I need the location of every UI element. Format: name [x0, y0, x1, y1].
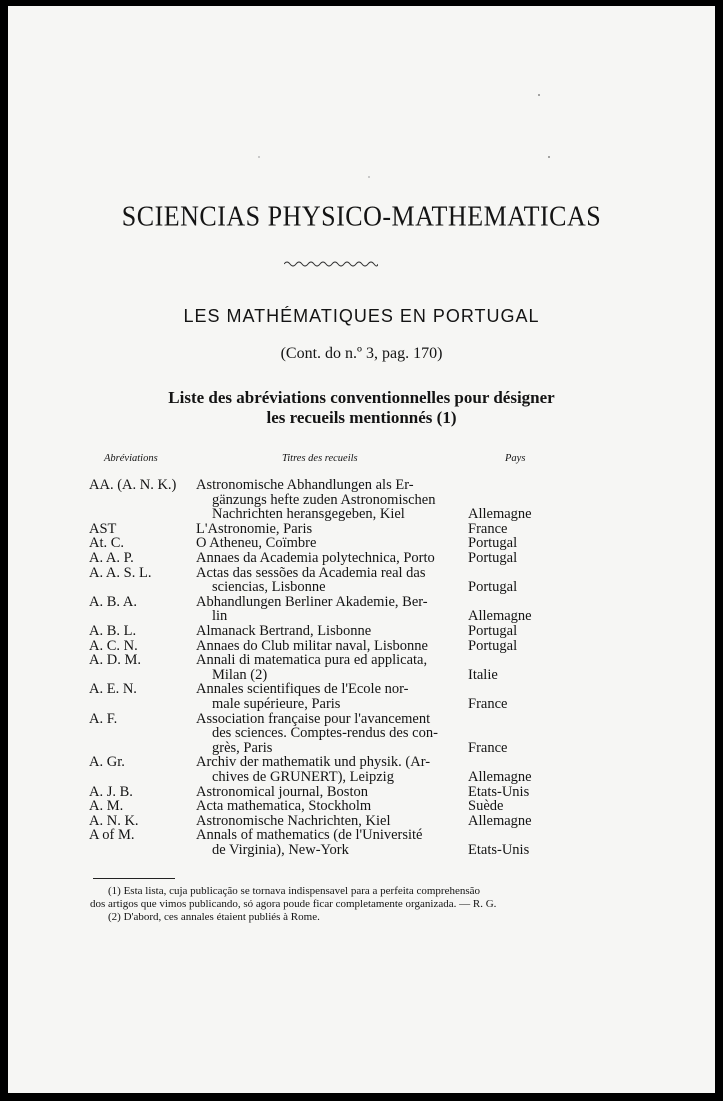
row-country: France — [468, 695, 508, 712]
row-title-line: des sciences. Comptes-rendus des con- — [212, 725, 438, 742]
row-country: Allemagne — [468, 768, 532, 785]
row-country: Allemagne — [468, 812, 532, 829]
wavy-rule-ornament-icon — [284, 260, 378, 268]
row-title-line: Astronomical journal, Boston — [196, 783, 368, 800]
row-abbreviation: AST — [89, 520, 117, 537]
row-country: Allemagne — [468, 608, 532, 625]
row-abbreviation: A. J. B. — [89, 783, 133, 800]
row-country: Portugal — [468, 579, 518, 596]
paper-speck — [368, 176, 370, 178]
row-title — [196, 828, 464, 857]
footnotes — [90, 885, 590, 924]
row-abbreviation: A of M. — [89, 827, 135, 844]
row-title — [196, 785, 464, 800]
continuation-note: (Cont. do n.º 3, pag. 170) — [280, 345, 443, 362]
row-title — [196, 522, 464, 537]
row-title-line: Association française pour l'avancement — [196, 710, 431, 727]
row-title-line: Astronomische Nachrichten, Kiel — [196, 812, 391, 829]
list-title-line: les recueils mentionnés (1) — [266, 408, 457, 427]
row-country: France — [468, 520, 508, 537]
row-title — [196, 799, 464, 814]
row-title-line: Annaes da Academia polytechnica, Porto — [196, 550, 435, 566]
row-title-line: male supérieure, Paris — [212, 695, 341, 712]
footnote: dos artigos que vimos publicando, só agora poude ficar completamente organizada. — R. G. — [90, 898, 497, 910]
row-title — [196, 639, 464, 654]
row-title-line: Abhandlungen Berliner Akademie, Ber- — [196, 593, 428, 610]
row-title — [196, 624, 464, 639]
row-title-line: de Virginia), New-York — [212, 841, 349, 858]
column-header-abbreviations: Abréviations — [104, 453, 158, 464]
column-header-country: Pays — [505, 453, 526, 464]
footnote-rule — [93, 878, 175, 879]
row-abbreviation: A. B. A. — [89, 593, 137, 610]
row-country: Portugal — [468, 623, 518, 639]
row-country: Portugal — [468, 550, 518, 566]
column-header-titles: Titres des recueils — [282, 453, 358, 464]
row-title-line: gänzungs hefte zuden Astronomischen — [212, 491, 436, 508]
row-title-line: lin — [212, 608, 228, 625]
row-title-line: Annales scientifiques de l'Ecole nor- — [196, 681, 409, 698]
row-abbreviation: A. F. — [89, 710, 118, 727]
row-title-line: Archiv der mathematik und physik. (Ar- — [196, 754, 431, 771]
row-country: Allemagne — [468, 506, 532, 523]
list-title-line: Liste des abréviations conventionnelles pour désigner — [168, 388, 555, 407]
row-country: Portugal — [468, 535, 518, 552]
row-title-line: Actas das sessões da Academia real das — [196, 564, 426, 581]
row-abbreviation: A. M. — [89, 798, 124, 815]
row-country: Etats-Unis — [468, 783, 530, 800]
row-title-line: Annals of mathematics (de l'Université — [196, 827, 423, 844]
row-title — [196, 536, 464, 551]
row-abbreviation: A. Gr. — [89, 754, 125, 771]
row-title-line: Astronomische Abhandlungen als Er- — [196, 477, 414, 493]
footnote: (2) D'abord, ces annales étaient publiés à Rome. — [108, 911, 320, 923]
row-title — [196, 595, 464, 624]
row-title — [196, 814, 464, 829]
row-title-line: L'Astronomie, Paris — [196, 520, 313, 537]
row-abbreviation: A. E. N. — [89, 681, 137, 698]
document-page — [8, 6, 715, 1093]
row-abbreviation: A. N. K. — [89, 812, 139, 829]
row-abbreviation: A. B. L. — [89, 623, 137, 639]
row-title — [196, 682, 464, 711]
paper-speck — [548, 156, 550, 158]
row-country: Portugal — [468, 637, 518, 654]
row-title — [196, 551, 464, 566]
row-title-line: Milan (2) — [212, 666, 268, 683]
row-country: Suède — [468, 798, 504, 815]
journal-section-title: SCIENCIAS PHYSICO-MATHEMATICAS — [121, 200, 602, 233]
row-country: France — [468, 739, 508, 756]
row-country: Etats-Unis — [468, 841, 530, 858]
row-title — [196, 566, 464, 595]
row-title-line: O Atheneu, Coïmbre — [196, 535, 317, 552]
list-title — [8, 388, 715, 428]
row-title-line: chives de GRUNERT), Leipzig — [212, 768, 394, 785]
paper-speck — [538, 94, 540, 96]
row-title-line: Annaes do Club militar naval, Lisbonne — [196, 637, 428, 654]
paper-speck — [258, 156, 260, 158]
row-title-line: Annali di matematica pura ed applicata, — [196, 652, 428, 669]
row-abbreviation: A. D. M. — [89, 652, 141, 669]
row-abbreviation: A. C. N. — [89, 637, 138, 654]
row-abbreviation: A. A. S. L. — [89, 564, 152, 581]
row-title — [196, 478, 464, 522]
row-abbreviation: AA. (A. N. K.) — [89, 477, 177, 493]
footnote: (1) Esta lista, cuja publicação se tornava indispensavel para a perfeita comprehensão — [108, 885, 481, 897]
row-title-line: Almanack Bertrand, Lisbonne — [196, 623, 372, 639]
row-title-line: grès, Paris — [212, 739, 273, 756]
row-country: Italie — [468, 666, 498, 683]
row-title-line: sciencias, Lisbonne — [212, 579, 326, 596]
row-title-line: Acta mathematica, Stockholm — [196, 798, 372, 815]
row-title — [196, 712, 464, 756]
row-abbreviation: At. C. — [89, 535, 125, 552]
row-title — [196, 653, 464, 682]
article-title: LES MATHÉMATIQUES EN PORTUGAL — [183, 306, 540, 326]
row-title — [196, 755, 464, 784]
row-title-line: Nachrichten heransgegeben, Kiel — [212, 506, 405, 523]
row-abbreviation: A. A. P. — [89, 550, 134, 566]
